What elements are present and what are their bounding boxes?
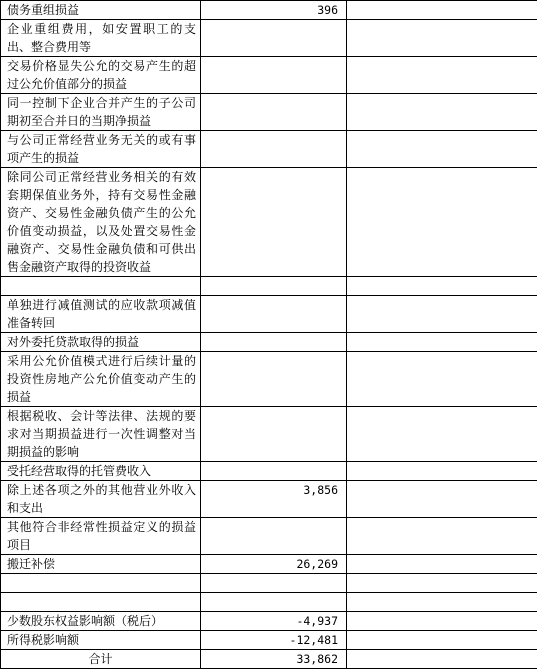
row-amount: 26,269 xyxy=(201,555,347,574)
row-amount: 3,856 xyxy=(201,481,347,518)
row-amount: 396 xyxy=(201,1,347,20)
table-row xyxy=(1,555,537,574)
row-item-label: 采用公允价值模式进行后续计量的投资性房地产公允价值变动产生的损益 xyxy=(1,352,201,407)
table-row xyxy=(1,20,537,57)
table-row xyxy=(1,631,537,650)
table-row xyxy=(1,94,537,131)
table-row xyxy=(1,462,537,481)
row-amount xyxy=(201,574,347,593)
row-amount xyxy=(201,518,347,555)
row-note xyxy=(347,352,537,407)
row-item-label: 债务重组损益 xyxy=(1,1,201,20)
row-item-label: 同一控制下企业合并产生的子公司期初至合并日的当期净损益 xyxy=(1,94,201,131)
row-amount xyxy=(201,593,347,612)
row-amount xyxy=(201,296,347,333)
table-row xyxy=(1,296,537,333)
row-note xyxy=(347,631,537,650)
row-amount xyxy=(201,131,347,168)
table-row xyxy=(1,333,537,352)
row-item-label xyxy=(1,593,201,612)
row-item-label: 其他符合非经常性损益定义的损益项目 xyxy=(1,518,201,555)
table-row xyxy=(1,57,537,94)
row-note xyxy=(347,131,537,168)
row-item-label: 少数股东权益影响额（税后） xyxy=(1,612,201,631)
row-note xyxy=(347,574,537,593)
row-item-label xyxy=(1,277,201,296)
row-item-label: 搬迁补偿 xyxy=(1,555,201,574)
row-note xyxy=(347,407,537,462)
row-amount xyxy=(201,20,347,57)
row-item-label: 除上述各项之外的其他营业外收入和支出 xyxy=(1,481,201,518)
row-note xyxy=(347,333,537,352)
row-amount xyxy=(201,352,347,407)
row-item-label: 受托经营取得的托管费收入 xyxy=(1,462,201,481)
table-row xyxy=(1,481,537,518)
total-amount: 33,862 xyxy=(201,650,347,669)
row-item-label: 除同公司正常经营业务相关的有效套期保值业务外，持有交易性金融资产、交易性金融负债产生的公允价值变动损益，以及处置交易性金融资产、交易性金融负债和可供出售金融资产取得的投资收益 xyxy=(1,168,201,277)
row-amount xyxy=(201,277,347,296)
row-note xyxy=(347,57,537,94)
row-note xyxy=(347,20,537,57)
row-note xyxy=(347,555,537,574)
table-row xyxy=(1,1,537,20)
table-row xyxy=(1,131,537,168)
row-amount xyxy=(201,333,347,352)
row-note xyxy=(347,481,537,518)
row-note xyxy=(347,94,537,131)
row-amount xyxy=(201,462,347,481)
total-row xyxy=(1,650,537,669)
row-item-label: 根据税收、会计等法律、法规的要求对当期损益进行一次性调整对当期损益的影响 xyxy=(1,407,201,462)
table-row xyxy=(1,168,537,277)
row-amount: -4,937 xyxy=(201,612,347,631)
row-amount xyxy=(201,407,347,462)
table-row xyxy=(1,593,537,612)
row-amount: -12,481 xyxy=(201,631,347,650)
table-row xyxy=(1,518,537,555)
row-item-label: 交易价格显失公允的交易产生的超过公允价值部分的损益 xyxy=(1,57,201,94)
row-note xyxy=(347,593,537,612)
row-note xyxy=(347,612,537,631)
table-row xyxy=(1,352,537,407)
row-item-label: 企业重组费用，如安置职工的支出、整合费用等 xyxy=(1,20,201,57)
table-row xyxy=(1,574,537,593)
row-item-label: 对外委托贷款取得的损益 xyxy=(1,333,201,352)
row-amount xyxy=(201,57,347,94)
row-amount xyxy=(201,94,347,131)
total-note xyxy=(347,650,537,669)
row-amount xyxy=(201,168,347,277)
row-item-label xyxy=(1,574,201,593)
row-note xyxy=(347,1,537,20)
row-note xyxy=(347,277,537,296)
row-note xyxy=(347,296,537,333)
row-note xyxy=(347,168,537,277)
row-note xyxy=(347,518,537,555)
row-item-label: 与公司正常经营业务无关的或有事项产生的损益 xyxy=(1,131,201,168)
row-note xyxy=(347,462,537,481)
row-item-label: 所得税影响额 xyxy=(1,631,201,650)
table-row xyxy=(1,277,537,296)
table-row xyxy=(1,407,537,462)
table-body xyxy=(1,1,537,669)
table-row xyxy=(1,612,537,631)
total-label: 合计 xyxy=(1,650,201,669)
row-item-label: 单独进行减值测试的应收款项减值准备转回 xyxy=(1,296,201,333)
